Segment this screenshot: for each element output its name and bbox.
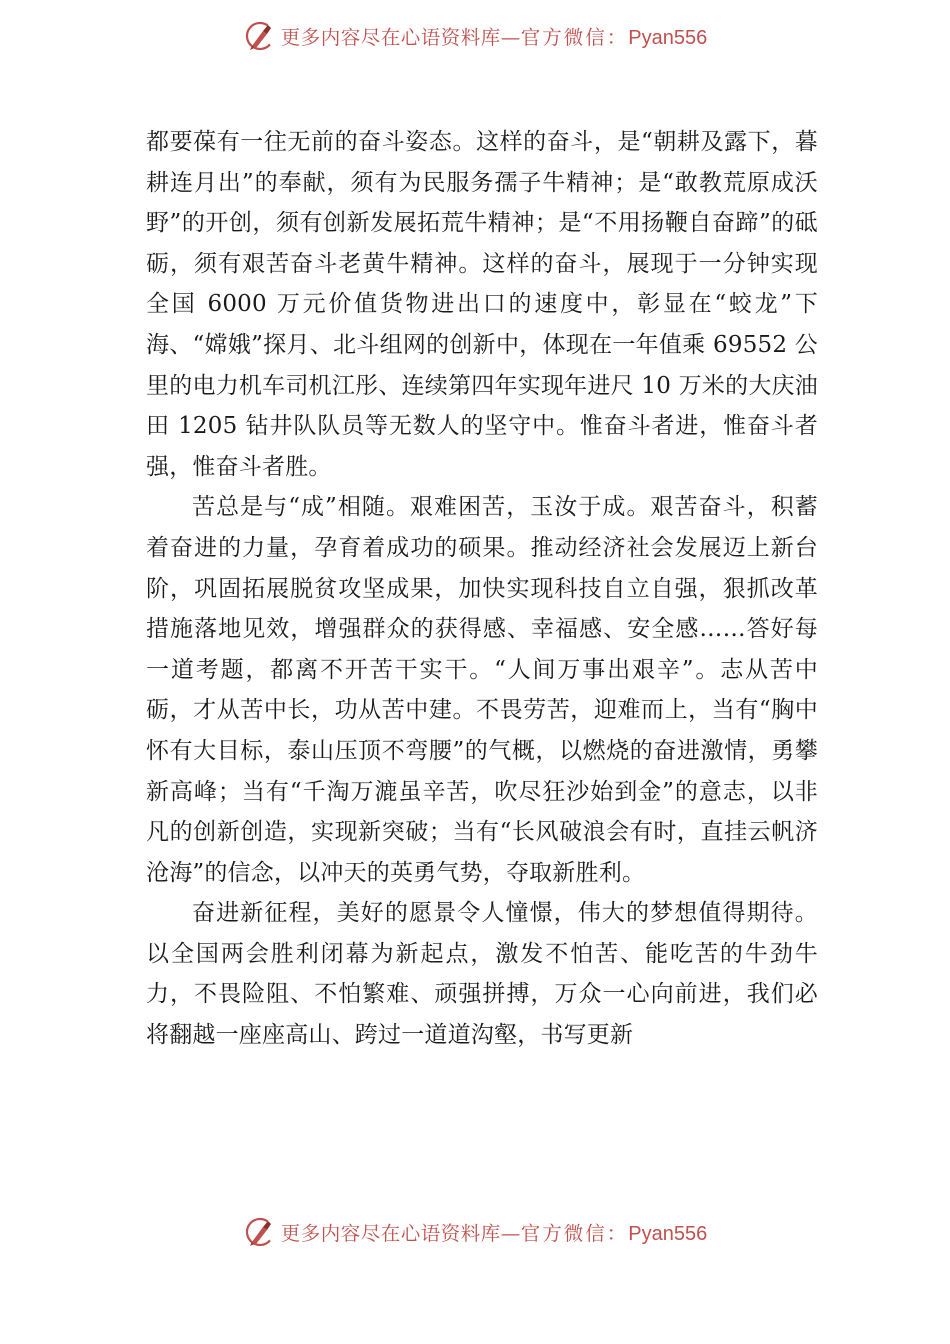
footer-wechat-label: 官方微信： (520, 1222, 629, 1245)
footer-banner-text (281, 1218, 708, 1246)
pen-logo-icon (243, 19, 277, 53)
header-banner-main: 更多内容尽在心语资料库 (280, 26, 501, 49)
pen-logo-icon (243, 1215, 277, 1249)
header-banner-text (281, 22, 708, 50)
paragraph-3: 奋进新征程，美好的愿景令人憧憬，伟大的梦想值得期待。以全国两会胜利闭幕为新起点，激发不怕苦、能吃苦的牛劲牛力，不畏险阻、不怕繁难、顽强拼搏，万众一心向前进，我们必将翻越一座座高山、跨过一道道沟壑，书写更新 (146, 900, 818, 1049)
paragraph-2: 苦总是与“成”相随。艰难困苦，玉汝于成。艰苦奋斗，积蓄着奋进的力量，孕育着成功的硕果。推动经济社会发展迈上新台阶，巩固拓展脱贫攻坚成果，加快实现科技自立自强，狠抓改革措施落地见效，增强群众的获得感、幸福感、安全感……答好每一道考题，都离不开苦干实干。“人间万事出艰辛”。志从苦中砺，才从苦中长，功从苦中建。不畏劳苦，迎难而上，当有“胸中怀有大目标，泰山压顶不弯腰”的气概，以燃烧的奋进激情，勇攀新高峰；当有“千淘万漉虽辛苦，吹尽狂沙始到金”的意志，以非凡的创新创造，实现新突破；当有“长风破浪会有时，直挂云帆济沧海”的信念，以冲天的英勇气势，夺取新胜利。 (146, 494, 818, 886)
footer-banner (0, 1210, 950, 1254)
paragraph-1: 都要葆有一往无前的奋斗姿态。这样的奋斗，是“朝耕及露下，暮耕连月出”的奉献，须有为民服务孺子牛精神；是“敢教荒原成沃野”的开创，须有创新发展拓荒牛精神；是“不用扬鞭自奋蹄”的砥砺，须有艰苦奋斗老黄牛精神。这样的奋斗，展现于一分钟实现全国 6000 万元价值货物进出口的速度中，彰显在“蛟龙”下海、“嫦娥”探月、北斗组网的创新中，体现在一年值乘 69552 公里的电力机车司机江彤、连续第四年实现年进尺 10 万米的大庆油田 1205 钻井队队员等无数人的坚守中。惟奋斗者进，惟奋斗者强，惟奋斗者胜。 (146, 129, 818, 480)
footer-banner-sep: — (500, 1222, 521, 1245)
header-banner-sep: — (500, 26, 521, 49)
document-body (146, 122, 818, 1056)
header-banner (0, 14, 950, 58)
header-wechat-id: Pyan556 (628, 27, 708, 49)
footer-banner-main: 更多内容尽在心语资料库 (280, 1222, 501, 1245)
footer-wechat-id: Pyan556 (628, 1223, 708, 1245)
header-wechat-label: 官方微信： (520, 26, 629, 49)
